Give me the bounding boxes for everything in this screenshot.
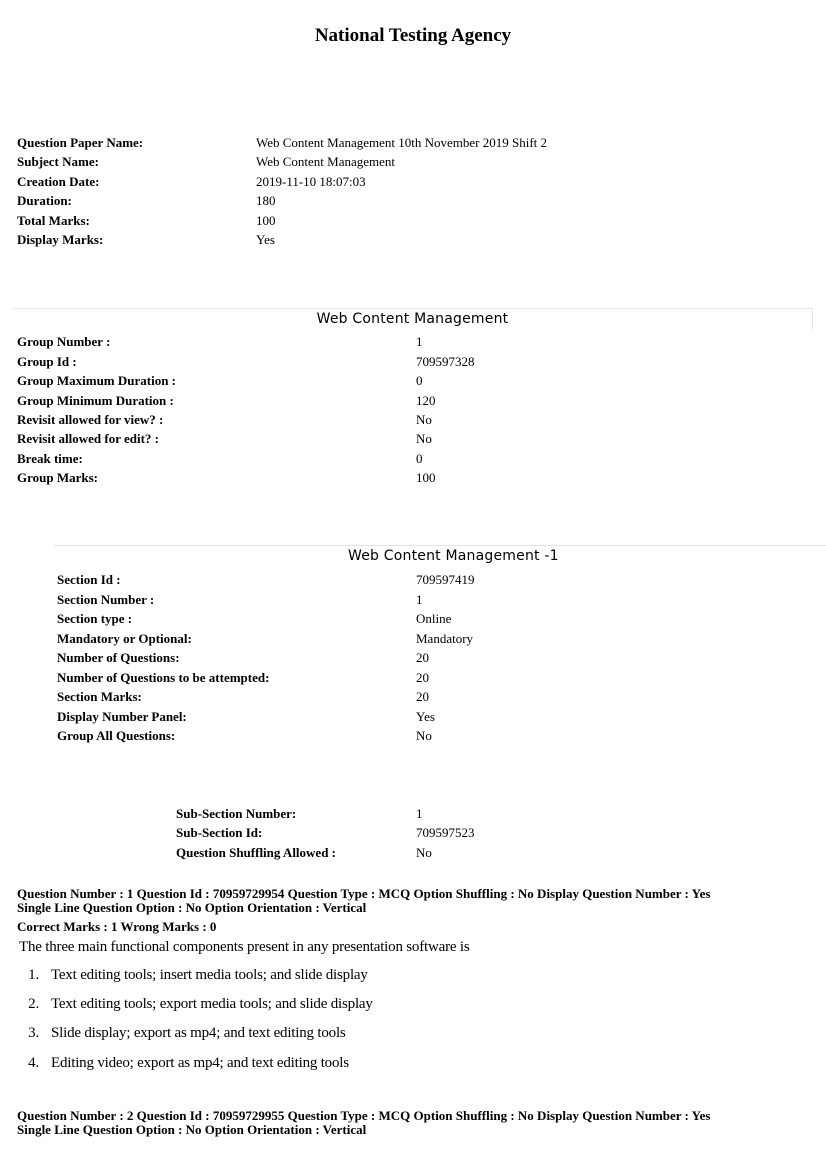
section-title-bar [54,545,826,567]
paper-info-value: 2019-11-10 18:07:03 [256,174,366,189]
section-info-value: Online [416,611,452,626]
group-title: Web Content Management [13,308,813,330]
paper-info-value: Web Content Management 10th November 2019 Shift 2 [256,135,548,150]
section-info-label: Number of Questions: [57,650,180,665]
question-meta-line: Question Number : 1 Question Id : 70959729954 Question Type : MCQ Option Shuffling : No Display Question Number : Yes [17,886,711,901]
paper-info-label: Subject Name: [17,154,99,169]
group-info-label: Group Number : [17,334,111,349]
group-info-value: 0 [416,451,423,466]
group-info-label: Revisit allowed for edit? : [17,431,160,446]
group-info-value: 709597328 [416,354,475,369]
group-info-label: Revisit allowed for view? : [17,412,164,427]
option-item [13,1025,346,1042]
paper-info-label: Creation Date: [17,174,100,189]
option-text: Editing video; export as mp4; and text editing tools [51,1055,349,1071]
section-info-value: 20 [416,650,429,665]
section-info-label: Number of Questions to be attempted: [57,670,270,685]
section-info-label: Display Number Panel: [57,709,187,724]
group-info-label: Group Maximum Duration : [17,373,177,388]
paper-info-value: Web Content Management [256,154,396,169]
option-item [13,967,368,984]
group-info-value: 1 [416,334,423,349]
option-number: 4. [28,1055,39,1071]
subsection-info-label: Sub-Section Number: [176,806,297,821]
group-info-value: No [416,412,432,427]
section-info-label: Group All Questions: [57,728,176,743]
subsection-info-value: 1 [416,806,423,821]
option-item [13,996,373,1013]
paper-info-label: Display Marks: [17,232,104,247]
section-info-label: Section Marks: [57,689,142,704]
section-info-label: Section type : [57,611,133,626]
option-number: 3. [28,1025,39,1041]
group-info-value: No [416,431,432,446]
group-info-label: Break time: [17,451,83,466]
question-text: The three main functional components present in any presentation software is [19,939,470,955]
paper-info-label: Question Paper Name: [17,135,144,150]
option-number: 2. [28,996,39,1012]
section-info-value: Mandatory [416,631,474,646]
paper-info-label: Total Marks: [17,213,90,228]
group-info-value: 120 [416,393,436,408]
paper-info-label: Duration: [17,193,72,208]
group-info-value: 0 [416,373,423,388]
section-info-value: 1 [416,592,423,607]
option-text: Text editing tools; insert media tools; and slide display [51,967,368,983]
group-info-label: Group Minimum Duration : [17,393,174,408]
section-info-value: Yes [416,709,435,724]
question-meta-line: Single Line Question Option : No Option Orientation : Vertical [17,1122,367,1137]
section-title: Web Content Management -1 [348,548,559,564]
paper-info-value: 180 [256,193,276,208]
section-info-label: Mandatory or Optional: [57,631,192,646]
page-title: National Testing Agency [314,25,512,46]
option-text: Slide display; export as mp4; and text editing tools [51,1025,346,1041]
section-info-value: 20 [416,689,429,704]
section-info-value: 709597419 [416,572,475,587]
group-info-label: Group Id : [17,354,77,369]
question-meta-line: Question Number : 2 Question Id : 70959729955 Question Type : MCQ Option Shuffling : No Display Question Number : Yes [17,1108,711,1123]
subsection-info-value: No [416,845,432,860]
group-info-value: 100 [416,470,436,485]
subsection-info-label: Sub-Section Id: [176,825,263,840]
section-info-value: 20 [416,670,429,685]
group-info-label: Group Marks: [17,470,99,485]
question-marks: Correct Marks : 1 Wrong Marks : 0 [17,919,217,934]
option-item [13,1055,349,1072]
subsection-info-value: 709597523 [416,825,475,840]
section-info-label: Section Number : [57,592,155,607]
option-text: Text editing tools; export media tools; and slide display [51,996,373,1012]
section-info-label: Section Id : [57,572,121,587]
subsection-info-label: Question Shuffling Allowed : [176,845,337,860]
section-info-value: No [416,728,432,743]
question-meta-line: Single Line Question Option : No Option Orientation : Vertical [17,900,367,915]
paper-info-value: 100 [256,213,276,228]
paper-info-value: Yes [256,232,275,247]
option-number: 1. [28,967,39,983]
